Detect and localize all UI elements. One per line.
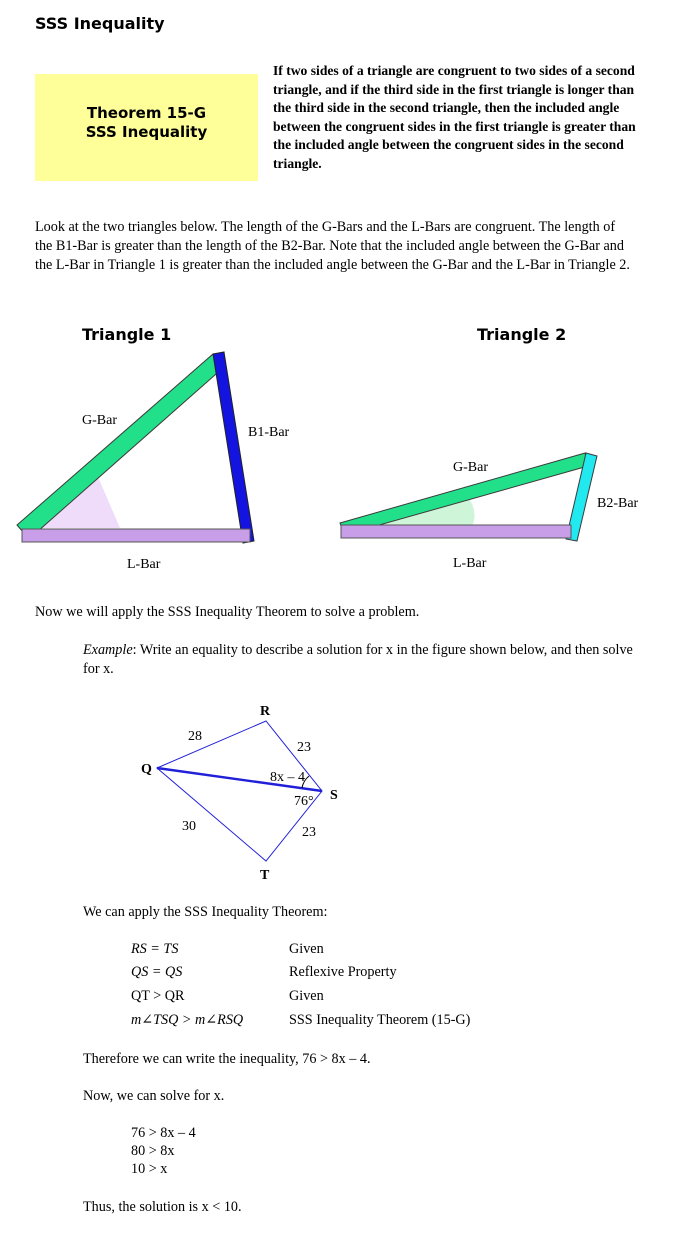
theorem-number: Theorem 15-G — [86, 104, 207, 122]
proof-statement — [131, 964, 182, 981]
therefore-text: Therefore we can write the inequality, 76 > 8x – 4. — [83, 1051, 371, 1067]
vertex-q-label: Q — [141, 762, 152, 777]
proof-statement-text: QS = QS — [131, 964, 183, 980]
triangle1-b1-label: B1-Bar — [248, 425, 290, 440]
proof-reason: Given — [289, 988, 324, 1004]
triangle2-l-bar — [341, 525, 571, 538]
triangle1-title: Triangle 1 — [82, 325, 172, 344]
vertex-s-label: S — [330, 788, 338, 803]
solution-text: Thus, the solution is x < 10. — [83, 1199, 242, 1215]
example-text: : Write an equality to describe a solution for x in the figure shown below, and then solve for x. — [83, 642, 633, 677]
proof-reason: SSS Inequality Theorem (15-G) — [289, 1012, 471, 1028]
triangle1-b1-bar — [213, 352, 254, 543]
proof-statement-text: RS = TS — [131, 941, 179, 957]
theorem-name: SSS Inequality — [85, 123, 208, 141]
triangle2-title: Triangle 2 — [477, 325, 567, 344]
angle-label: 76° — [294, 794, 314, 809]
triangle1-l-label: L-Bar — [127, 557, 161, 572]
triangle1-g-label: G-Bar — [82, 413, 117, 428]
vertex-t-label: T — [260, 868, 270, 883]
triangle2-l-label: L-Bar — [453, 556, 487, 571]
proof-statement — [131, 941, 178, 958]
quadrilateral-figure — [0, 690, 679, 890]
page-title: SSS Inequality — [35, 14, 165, 33]
proof-reason: Reflexive Property — [289, 964, 397, 980]
triangle2-g-label: G-Bar — [453, 460, 488, 475]
now-apply-text: Now we will apply the SSS Inequality Theorem to solve a problem. — [35, 604, 420, 620]
solution-step: 10 > x — [131, 1161, 168, 1177]
example-prompt — [83, 641, 643, 679]
solution-step: 76 > 8x – 4 — [131, 1125, 196, 1141]
proof-statement — [131, 1012, 243, 1029]
now-solve-text: Now, we can solve for x. — [83, 1088, 225, 1104]
vertex-r-label: R — [260, 704, 271, 719]
example-label: Example — [83, 642, 133, 658]
side-qr-label: 28 — [188, 729, 202, 744]
apply-theorem-text: We can apply the SSS Inequality Theorem: — [83, 904, 328, 920]
proof-statement: QT > QR — [131, 988, 185, 1004]
triangle2-b2-label: B2-Bar — [597, 496, 639, 511]
triangle1-g-bar — [17, 354, 224, 539]
side-ts-label: 23 — [302, 825, 316, 840]
proof-reason: Given — [289, 941, 324, 957]
side-qs-label: 8x – 4 — [270, 770, 305, 785]
triangles-diagram — [0, 310, 679, 580]
side-qt-label: 30 — [182, 819, 196, 834]
solution-step: 80 > 8x — [131, 1143, 175, 1159]
triangle1-l-bar — [22, 529, 250, 542]
theorem-box — [35, 74, 258, 181]
intro-paragraph: Look at the two triangles below. The length of the G-Bars and the L-Bars are congruent. The length of the B1-Bar is greater than the length of the B2-Bar. Note that the included angle between the G-Bar and the L-Bar in Triangle 1 is greater than the included angle between the G-Bar and the L-Bar in Triangle 2. — [35, 219, 630, 273]
proof-statement-text: m∠TSQ > m∠RSQ — [131, 1012, 244, 1028]
side-rs-label: 23 — [297, 740, 311, 755]
theorem-statement: If two sides of a triangle are congruent to two sides of a second triangle, and if the third side in the first triangle is longer than the third side in the second triangle, then the included angle between the congruent sides in the first triangle is greater than the included angle between the congruent sides in the second triangle. — [273, 63, 636, 171]
